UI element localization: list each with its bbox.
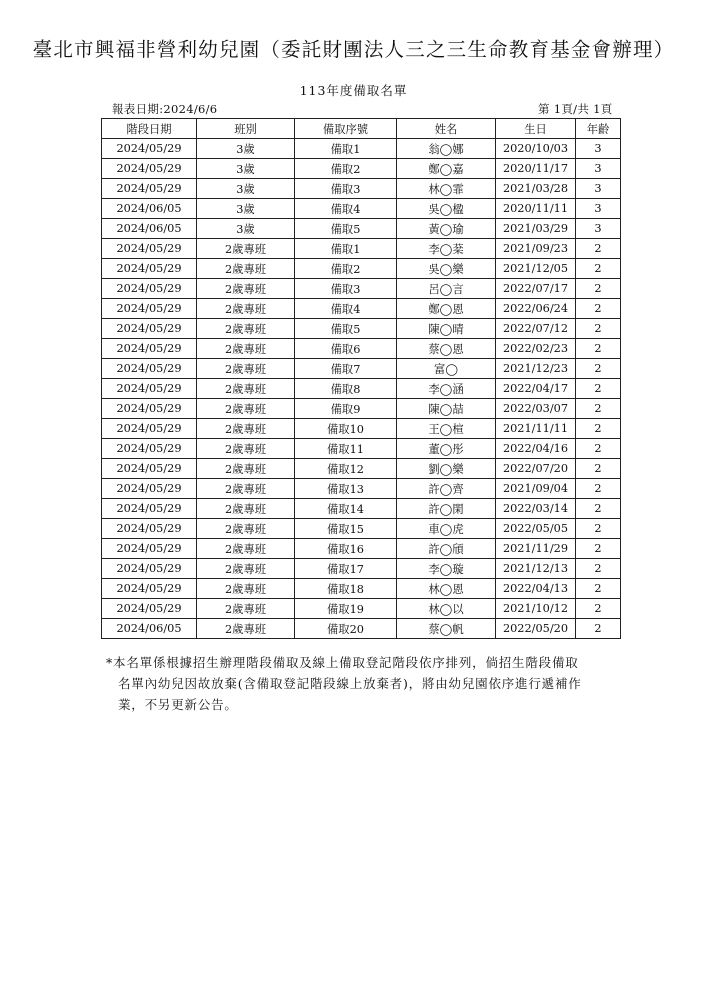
stage-date-cell: 2024/05/29	[102, 599, 197, 619]
name-cell: 呂◯言	[397, 279, 496, 299]
waitlist-number-cell: 備取4	[295, 199, 397, 219]
column-header-birthday: 生日	[496, 119, 576, 139]
waitlist-number-cell: 備取18	[295, 579, 397, 599]
birthday-cell: 2021/03/29	[496, 219, 576, 239]
birthday-cell: 2020/11/11	[496, 199, 576, 219]
age-cell: 2	[576, 399, 621, 419]
waitlist-number-cell: 備取8	[295, 379, 397, 399]
birthday-cell: 2020/10/03	[496, 139, 576, 159]
table-row	[102, 139, 621, 159]
table-row	[102, 599, 621, 619]
birthday-cell: 2020/11/17	[496, 159, 576, 179]
age-cell: 2	[576, 259, 621, 279]
report-date: 報表日期:2024/6/6	[112, 102, 218, 116]
waitlist-number-cell: 備取14	[295, 499, 397, 519]
age-cell: 3	[576, 179, 621, 199]
birthday-cell: 2022/06/24	[496, 299, 576, 319]
waitlist-number-cell: 備取13	[295, 479, 397, 499]
waitlist-number-cell: 備取20	[295, 619, 397, 639]
stage-date-cell: 2024/05/29	[102, 579, 197, 599]
age-cell: 2	[576, 339, 621, 359]
table-row	[102, 419, 621, 439]
class-cell: 2歲專班	[197, 359, 295, 379]
class-cell: 2歲專班	[197, 399, 295, 419]
birthday-cell: 2022/02/23	[496, 339, 576, 359]
age-cell: 2	[576, 499, 621, 519]
table-row	[102, 499, 621, 519]
waitlist-number-cell: 備取6	[295, 339, 397, 359]
name-cell: 黃◯瑜	[397, 219, 496, 239]
column-header-name: 姓名	[397, 119, 496, 139]
birthday-cell: 2022/05/20	[496, 619, 576, 639]
table-row	[102, 459, 621, 479]
birthday-cell: 2022/07/12	[496, 319, 576, 339]
table-row	[102, 199, 621, 219]
class-cell: 2歲專班	[197, 559, 295, 579]
class-cell: 2歲專班	[197, 499, 295, 519]
waitlist-number-cell: 備取11	[295, 439, 397, 459]
class-cell: 3歲	[197, 219, 295, 239]
birthday-cell: 2022/03/07	[496, 399, 576, 419]
class-cell: 2歲專班	[197, 259, 295, 279]
name-cell: 陳◯喆	[397, 399, 496, 419]
age-cell: 3	[576, 199, 621, 219]
age-cell: 2	[576, 439, 621, 459]
name-cell: 李◯涵	[397, 379, 496, 399]
stage-date-cell: 2024/05/29	[102, 379, 197, 399]
waitlist-number-cell: 備取3	[295, 179, 397, 199]
name-cell: 鄭◯恩	[397, 299, 496, 319]
waitlist-number-cell: 備取10	[295, 419, 397, 439]
class-cell: 2歲專班	[197, 539, 295, 559]
stage-date-cell: 2024/06/05	[102, 619, 197, 639]
waitlist-number-cell: 備取9	[295, 399, 397, 419]
birthday-cell: 2021/12/13	[496, 559, 576, 579]
birthday-cell: 2021/11/29	[496, 539, 576, 559]
stage-date-cell: 2024/05/29	[102, 479, 197, 499]
name-cell: 鄭◯嘉	[397, 159, 496, 179]
table-row	[102, 539, 621, 559]
stage-date-cell: 2024/05/29	[102, 459, 197, 479]
table-row	[102, 559, 621, 579]
age-cell: 2	[576, 619, 621, 639]
table-row	[102, 479, 621, 499]
class-cell: 2歲專班	[197, 579, 295, 599]
waitlist-table	[101, 118, 621, 639]
name-cell: 林◯恩	[397, 579, 496, 599]
table-row	[102, 259, 621, 279]
column-header-stage-date: 階段日期	[102, 119, 197, 139]
stage-date-cell: 2024/06/05	[102, 219, 197, 239]
stage-date-cell: 2024/05/29	[102, 239, 197, 259]
age-cell: 2	[576, 359, 621, 379]
table-body	[102, 139, 621, 639]
stage-date-cell: 2024/05/29	[102, 179, 197, 199]
document-title: 臺北市興福非營利幼兒園（委託財團法人三之三生命教育基金會辦理）	[32, 38, 675, 61]
table-row	[102, 519, 621, 539]
class-cell: 2歲專班	[197, 319, 295, 339]
footnote-line: 業，不另更新公告。	[118, 697, 238, 712]
class-cell: 3歲	[197, 139, 295, 159]
birthday-cell: 2022/05/05	[496, 519, 576, 539]
age-cell: 2	[576, 579, 621, 599]
class-cell: 2歲專班	[197, 439, 295, 459]
name-cell: 富◯	[397, 359, 496, 379]
birthday-cell: 2022/04/16	[496, 439, 576, 459]
age-cell: 2	[576, 459, 621, 479]
age-cell: 2	[576, 599, 621, 619]
column-header-waitlist-number: 備取序號	[295, 119, 397, 139]
stage-date-cell: 2024/05/29	[102, 519, 197, 539]
class-cell: 3歲	[197, 159, 295, 179]
birthday-cell: 2021/12/23	[496, 359, 576, 379]
table-row	[102, 179, 621, 199]
footnote-line: *本名單係根據招生辦理階段備取及線上備取登記階段依序排列，倘招生階段備取	[106, 655, 579, 670]
waitlist-number-cell: 備取3	[295, 279, 397, 299]
table-row	[102, 319, 621, 339]
waitlist-number-cell: 備取2	[295, 159, 397, 179]
waitlist-number-cell: 備取19	[295, 599, 397, 619]
age-cell: 3	[576, 219, 621, 239]
birthday-cell: 2022/04/13	[496, 579, 576, 599]
waitlist-number-cell: 備取1	[295, 239, 397, 259]
stage-date-cell: 2024/05/29	[102, 299, 197, 319]
waitlist-number-cell: 備取5	[295, 219, 397, 239]
birthday-cell: 2021/03/28	[496, 179, 576, 199]
waitlist-number-cell: 備取12	[295, 459, 397, 479]
name-cell: 許◯齊	[397, 479, 496, 499]
footnote-line: 名單內幼兒因故放棄(含備取登記階段線上放棄者)，將由幼兒園依序進行遞補作	[118, 676, 582, 691]
name-cell: 吳◯樂	[397, 259, 496, 279]
waitlist-number-cell: 備取7	[295, 359, 397, 379]
age-cell: 2	[576, 279, 621, 299]
name-cell: 蔡◯恩	[397, 339, 496, 359]
name-cell: 林◯霏	[397, 179, 496, 199]
class-cell: 2歲專班	[197, 619, 295, 639]
class-cell: 2歲專班	[197, 459, 295, 479]
stage-date-cell: 2024/05/29	[102, 399, 197, 419]
stage-date-cell: 2024/05/29	[102, 359, 197, 379]
stage-date-cell: 2024/05/29	[102, 319, 197, 339]
name-cell: 許◯閑	[397, 499, 496, 519]
birthday-cell: 2021/10/12	[496, 599, 576, 619]
age-cell: 2	[576, 239, 621, 259]
table-row	[102, 239, 621, 259]
waitlist-number-cell: 備取17	[295, 559, 397, 579]
class-cell: 2歲專班	[197, 299, 295, 319]
birthday-cell: 2021/09/23	[496, 239, 576, 259]
stage-date-cell: 2024/05/29	[102, 539, 197, 559]
class-cell: 2歲專班	[197, 339, 295, 359]
class-cell: 2歲專班	[197, 419, 295, 439]
footnote	[106, 652, 646, 715]
age-cell: 2	[576, 379, 621, 399]
document-subtitle: 113年度備取名單	[299, 83, 408, 98]
age-cell: 2	[576, 319, 621, 339]
birthday-cell: 2021/09/04	[496, 479, 576, 499]
name-cell: 吳◯楹	[397, 199, 496, 219]
column-header-age: 年齡	[576, 119, 621, 139]
birthday-cell: 2022/03/14	[496, 499, 576, 519]
class-cell: 2歲專班	[197, 599, 295, 619]
birthday-cell: 2021/12/05	[496, 259, 576, 279]
age-cell: 3	[576, 159, 621, 179]
age-cell: 2	[576, 559, 621, 579]
table-row	[102, 219, 621, 239]
waitlist-number-cell: 備取2	[295, 259, 397, 279]
table-row	[102, 279, 621, 299]
column-header-class: 班別	[197, 119, 295, 139]
name-cell: 董◯彤	[397, 439, 496, 459]
name-cell: 王◯楦	[397, 419, 496, 439]
table-row	[102, 439, 621, 459]
stage-date-cell: 2024/05/29	[102, 499, 197, 519]
table-header-row	[102, 119, 621, 139]
waitlist-number-cell: 備取1	[295, 139, 397, 159]
waitlist-number-cell: 備取16	[295, 539, 397, 559]
class-cell: 3歲	[197, 199, 295, 219]
birthday-cell: 2022/07/17	[496, 279, 576, 299]
table-row	[102, 159, 621, 179]
table-row	[102, 399, 621, 419]
class-cell: 2歲專班	[197, 239, 295, 259]
page-info: 第 1頁/共 1頁	[538, 102, 613, 116]
age-cell: 2	[576, 519, 621, 539]
stage-date-cell: 2024/05/29	[102, 259, 197, 279]
waitlist-number-cell: 備取15	[295, 519, 397, 539]
waitlist-number-cell: 備取5	[295, 319, 397, 339]
name-cell: 林◯以	[397, 599, 496, 619]
class-cell: 2歲專班	[197, 279, 295, 299]
age-cell: 2	[576, 299, 621, 319]
name-cell: 李◯棻	[397, 239, 496, 259]
waitlist-number-cell: 備取4	[295, 299, 397, 319]
stage-date-cell: 2024/05/29	[102, 419, 197, 439]
class-cell: 2歲專班	[197, 379, 295, 399]
table-row	[102, 619, 621, 639]
table-row	[102, 579, 621, 599]
stage-date-cell: 2024/06/05	[102, 199, 197, 219]
birthday-cell: 2022/04/17	[496, 379, 576, 399]
age-cell: 2	[576, 419, 621, 439]
birthday-cell: 2022/07/20	[496, 459, 576, 479]
age-cell: 3	[576, 139, 621, 159]
name-cell: 翁◯娜	[397, 139, 496, 159]
stage-date-cell: 2024/05/29	[102, 559, 197, 579]
table-row	[102, 359, 621, 379]
stage-date-cell: 2024/05/29	[102, 159, 197, 179]
name-cell: 劉◯樂	[397, 459, 496, 479]
table-row	[102, 339, 621, 359]
stage-date-cell: 2024/05/29	[102, 279, 197, 299]
class-cell: 2歲專班	[197, 479, 295, 499]
table-row	[102, 299, 621, 319]
name-cell: 許◯頎	[397, 539, 496, 559]
age-cell: 2	[576, 479, 621, 499]
age-cell: 2	[576, 539, 621, 559]
table-row	[102, 379, 621, 399]
stage-date-cell: 2024/05/29	[102, 439, 197, 459]
name-cell: 李◯璇	[397, 559, 496, 579]
stage-date-cell: 2024/05/29	[102, 139, 197, 159]
class-cell: 2歲專班	[197, 519, 295, 539]
stage-date-cell: 2024/05/29	[102, 339, 197, 359]
name-cell: 蔡◯帆	[397, 619, 496, 639]
name-cell: 陳◯晴	[397, 319, 496, 339]
name-cell: 車◯虎	[397, 519, 496, 539]
birthday-cell: 2021/11/11	[496, 419, 576, 439]
class-cell: 3歲	[197, 179, 295, 199]
